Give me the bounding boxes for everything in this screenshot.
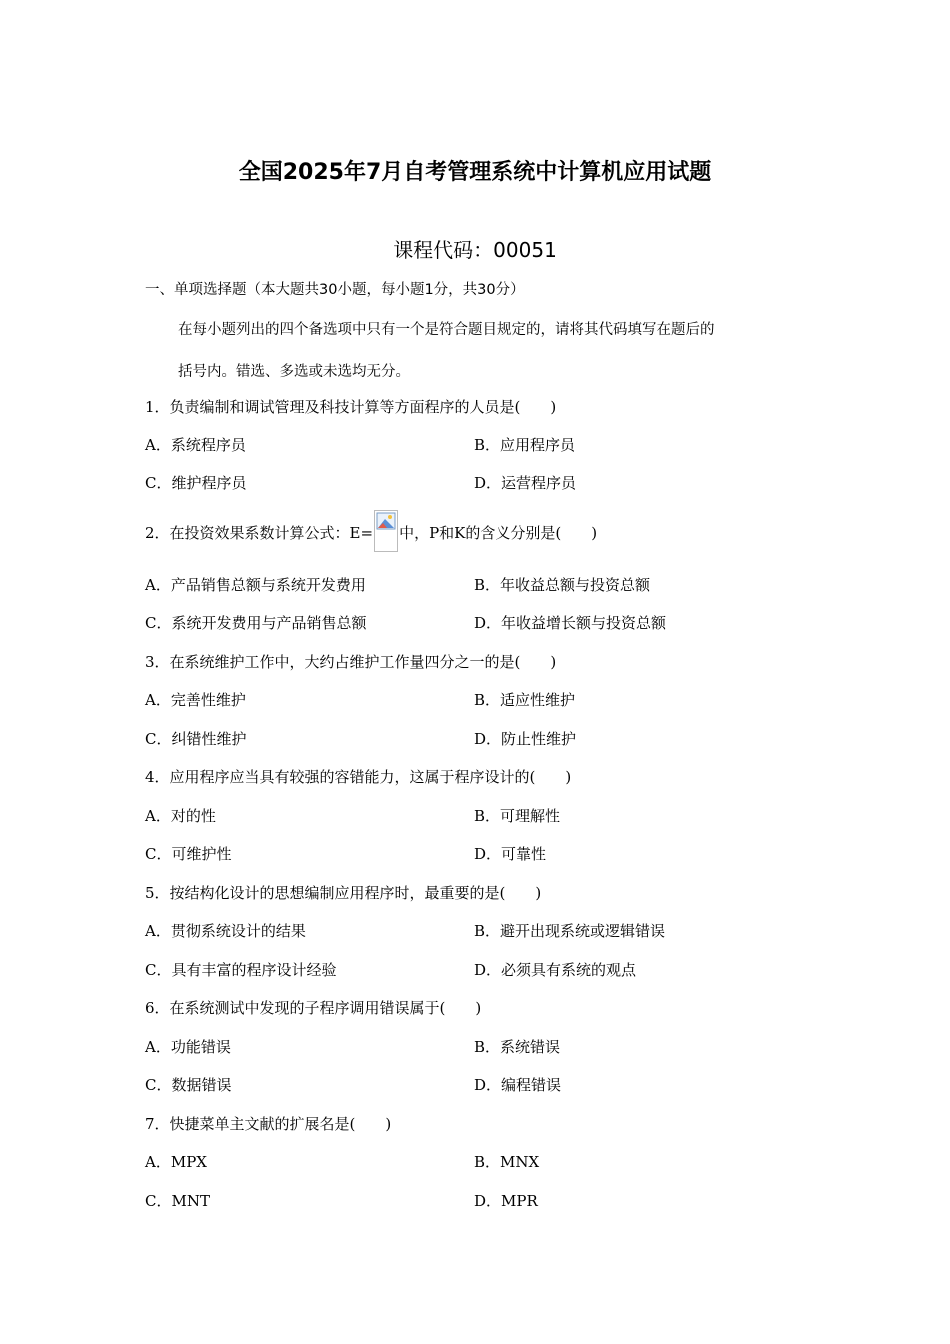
option-b: B．系统错误 xyxy=(474,1038,561,1056)
formula-image-icon xyxy=(374,510,398,552)
question-stem: 5．按结构化设计的思想编制应用程序时，最重要的是( ) xyxy=(145,884,542,902)
option-c: C．MNT xyxy=(145,1192,210,1210)
question-stem: 1．负责编制和调试管理及科技计算等方面程序的人员是( ) xyxy=(145,398,557,416)
option-d: D．必须具有系统的观点 xyxy=(474,961,637,979)
option-b: B．适应性维护 xyxy=(474,691,576,709)
option-b: B．应用程序员 xyxy=(474,436,576,454)
page-title: 全国2025年7月自考管理系统中计算机应用试题 xyxy=(238,160,712,185)
option-a: A．MPX xyxy=(145,1153,207,1171)
option-d: D．运营程序员 xyxy=(474,474,577,492)
option-b: B．MNX xyxy=(474,1153,540,1171)
option-a: A．系统程序员 xyxy=(145,436,246,454)
option-d: D．MPR xyxy=(474,1192,538,1210)
option-a: A．对的性 xyxy=(145,807,216,825)
option-c: C．纠错性维护 xyxy=(145,730,247,748)
option-d: D．防止性维护 xyxy=(474,730,577,748)
option-a: A．产品销售总额与系统开发费用 xyxy=(145,576,366,594)
option-b: B．避开出现系统或逻辑错误 xyxy=(474,922,666,940)
question-stem xyxy=(145,513,597,555)
question-stem: 4．应用程序应当具有较强的容错能力，这属于程序设计的( ) xyxy=(145,768,572,786)
option-d: D．可靠性 xyxy=(474,845,547,863)
option-c: C．可维护性 xyxy=(145,845,232,863)
instruction-line: 在每小题列出的四个备选项中只有一个是符合题目规定的，请将其代码填写在题后的 xyxy=(178,322,715,338)
option-a: A．贯彻系统设计的结果 xyxy=(145,922,306,940)
question-stem-post: 中，P和K的含义分别是( ) xyxy=(399,524,598,542)
option-a: A．完善性维护 xyxy=(145,691,246,709)
option-c: C．系统开发费用与产品销售总额 xyxy=(145,614,367,632)
option-d: D．年收益增长额与投资总额 xyxy=(474,614,667,632)
option-c: C．具有丰富的程序设计经验 xyxy=(145,961,337,979)
question-stem: 6．在系统测试中发现的子程序调用错误属于( ) xyxy=(145,999,482,1017)
question-stem: 3．在系统维护工作中，大约占维护工作量四分之一的是( ) xyxy=(145,653,557,671)
option-c: C．数据错误 xyxy=(145,1076,232,1094)
option-d: D．编程错误 xyxy=(474,1076,562,1094)
section-heading: 一、单项选择题（本大题共30小题，每小题1分，共30分） xyxy=(145,282,525,298)
course-code: 课程代码：00051 xyxy=(393,238,557,262)
option-c: C．维护程序员 xyxy=(145,474,247,492)
option-a: A．功能错误 xyxy=(145,1038,231,1056)
option-b: B．年收益总额与投资总额 xyxy=(474,576,651,594)
question-stem: 7．快捷菜单主文献的扩展名是( ) xyxy=(145,1115,392,1133)
question-stem-pre: 2．在投资效果系数计算公式：E= xyxy=(145,524,374,542)
option-b: B．可理解性 xyxy=(474,807,561,825)
instruction-line: 括号内。错选、多选或未选均无分。 xyxy=(178,364,410,380)
